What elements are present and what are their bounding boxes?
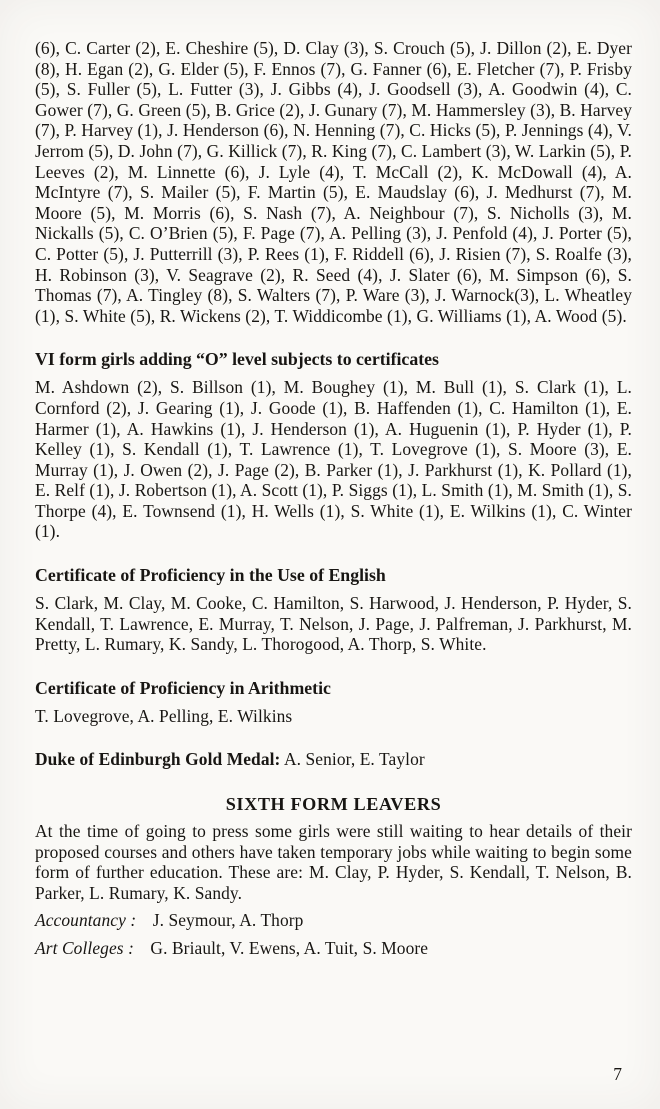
section-sixth-form-leavers <box>35 794 632 959</box>
destination-names-art-colleges: G. Briault, V. Ewens, A. Tuit, S. Moore <box>150 938 429 958</box>
section-heading-proficiency-english: Certificate of Proficiency in the Use of English <box>35 565 386 586</box>
o-level-results-continued-paragraph: (6), C. Carter (2), E. Cheshire (5), D. Clay (3), S. Crouch (5), J. Dillon (2), E. Dyer (8), H. Egan (2), G. Elder (5), F. Ennos (7), G. Fanner (6), E. Fletcher (7), P. Frisby (5), S. Fuller (5), L. Futter (3), J. Gibbs (4), J. Goodsell (3), A. Goodwin (4), C. Gower (7), G. Green (5), B. Grice (2), J. Gunary (7), M. Hammersley (3), B. Harvey (7), P. Harvey (1), J. Henderson (6), N. Henning (7), C. Hicks (5), P. Jennings (4), V. Jerrom (5), D. John (7), G. Killick (7), R. King (7), C. Lambert (3), W. Larkin (5), P. Leeves (2), M. Linnette (6), J. Lyle (4), T. McCall (2), K. McDowall (4), A. McIntyre (7), S. Mailer (5), F. Martin (5), E. Maudslay (6), J. Medhurst (7), M. Moore (5), M. Morris (6), S. Nash (7), A. Neighbour (7), S. Nicholls (3), M. Nickalls (5), C. O’Brien (5), F. Page (7), A. Pelling (3), J. Penfold (4), J. Porter (5), C. Potter (5), J. Putterrill (3), P. Rees (1), F. Riddell (6), J. Risien (7), S. Roalfe (3), H. Robinson (3), V. Seagrave (2), R. Seed (4), J. Slater (6), M. Simpson (6), S. Thomas (7), A. Tingley (8), S. Walters (7), P. Ware (3), J. Warnock(3), L. Wheatley (1), S. White (5), R. Wickens (2), T. Widdicombe (1), G. Williams (1), A. Wood (5). <box>35 38 632 326</box>
section-proficiency-english <box>35 565 632 655</box>
destination-label-art-colleges: Art Colleges : <box>35 938 134 958</box>
gold-medal-line <box>35 749 632 770</box>
section-body-proficiency-arithmetic: T. Lovegrove, A. Pelling, E. Wilkins <box>35 705 293 726</box>
sixth-form-leavers-heading: SIXTH FORM LEAVERS <box>225 794 442 815</box>
section-proficiency-arithmetic <box>35 678 632 727</box>
section-body-vi-form-o-level: M. Ashdown (2), S. Billson (1), M. Boughey (1), M. Bull (1), S. Clark (1), L. Cornford (2), J. Gearing (1), J. Goode (1), B. Haffenden (1), C. Hamilton (1), E. Harmer (1), A. Hawkins (1), J. Henderson (1), A. Huguenin (1), P. Hyder (1), P. Kelley (1), S. Kendall (1), T. Lawrence (1), T. Lovegrove (1), S. Moore (3), E. Murray (1), J. Owen (2), J. Page (2), B. Parker (1), J. Parkhurst (1), K. Pollard (1), E. Relf (1), J. Robertson (1), A. Scott (1), P. Siggs (1), L. Smith (1), M. Smith (1), S. Thorpe (4), E. Townsend (1), H. Wells (1), S. White (1), E. Wilkins (1), C. Winter (1). <box>35 377 632 542</box>
destination-art-colleges <box>35 938 632 959</box>
sixth-form-leavers-intro: At the time of going to press some girls were still waiting to hear details of their proposed courses and others have taken temporary jobs while waiting to begin some form of further education. These are: M. Clay, P. Hyder, S. Kendall, T. Nelson, B. Parker, L. Rumary, K. Sandy. <box>35 821 632 903</box>
destination-names-accountancy: J. Seymour, A. Thorp <box>152 910 304 931</box>
page-number: 7 <box>613 1064 622 1084</box>
gold-medal-names: A. Senior, E. Taylor <box>283 749 425 770</box>
destination-accountancy <box>35 910 632 931</box>
section-heading-proficiency-arithmetic: Certificate of Proficiency in Arithmetic <box>35 677 331 698</box>
section-body-proficiency-english: S. Clark, M. Clay, M. Cooke, C. Hamilton, S. Harwood, J. Henderson, P. Hyder, S. Kendall, T. Lawrence, E. Murray, T. Nelson, J. Page, J. Palfreman, J. Parkhurst, M. Pretty, L. Rumary, K. Sandy, L. Thorogood, A. Thorp, S. White. <box>35 593 632 655</box>
destination-label-accountancy: Accountancy : <box>35 910 137 931</box>
gold-medal-label: Duke of Edinburgh Gold Medal: <box>35 749 281 770</box>
section-vi-form-o-level <box>35 349 632 542</box>
section-heading-vi-form-o-level: VI form girls adding “O” level subjects to certificates <box>35 349 439 370</box>
